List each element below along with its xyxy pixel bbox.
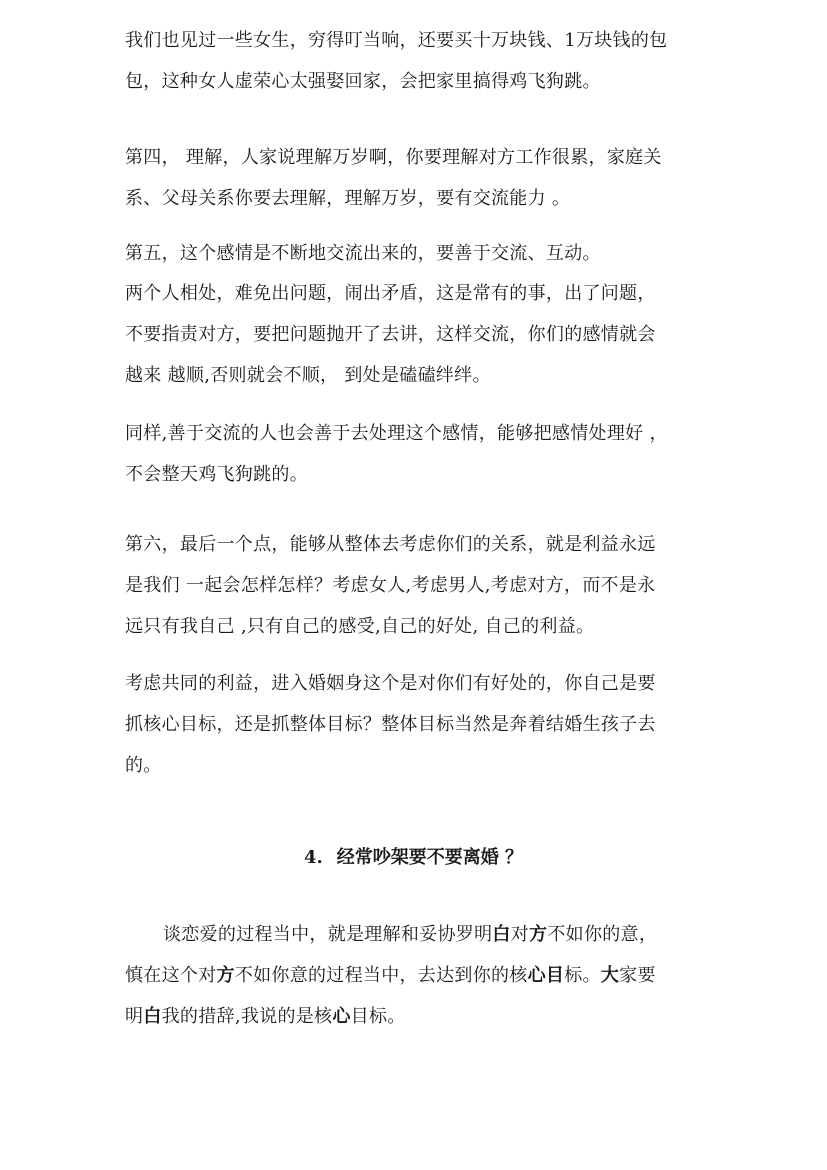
paragraph-line: 第四， 理解，人家说理解万岁啊，你要理解对方工作很累，家庭关: [125, 147, 662, 168]
text-run: 不如你意的过程当中，去达到你的核: [234, 965, 528, 986]
paragraph-core-goal: [125, 914, 705, 1037]
text-run-bold: 大: [600, 965, 620, 986]
paragraph-line: [125, 955, 705, 996]
text-run: 目标。: [350, 1006, 406, 1027]
text-run: 不如你的意，: [547, 924, 658, 945]
paragraph-line: 不会整天鸡飞狗跳的。: [125, 464, 308, 485]
paragraph-line: 抓核心目标，还是抓整体目标？整体目标当然是奔着结婚生孩子去: [125, 714, 656, 735]
paragraph-line: [125, 996, 705, 1037]
paragraph-vanity: [125, 20, 705, 102]
text-run: 标。: [564, 965, 601, 986]
paragraph-sixth-whole: [125, 524, 705, 647]
paragraph-line: 系、父母关系你要去理解，理解万岁，要有交流能力 。: [125, 188, 571, 209]
paragraph-line: 同样,善于交流的人也会善于去处理这个感情，能够把感情处理好 ，: [125, 423, 668, 444]
text-run-bold: 方: [216, 965, 235, 986]
section-number: 4.: [303, 847, 323, 868]
paragraph-fourth-understanding: [125, 137, 705, 219]
paragraph-line: 的。: [125, 755, 162, 776]
paragraph-fifth-communication: [125, 235, 705, 396]
text-run: 对: [510, 924, 530, 945]
text-run: 谈恋爱的过程当中，就是理解和妥协罗明: [163, 924, 493, 945]
paragraph-line: 越来 越顺,否则就会不顺， 到处是磕磕绊绊。: [125, 365, 491, 386]
section-title: 经常吵架要不要离婚 ？: [336, 847, 524, 868]
text-run-bold: 白: [492, 924, 511, 945]
text-run: 我的措辞,我说的是核: [161, 1006, 333, 1027]
text-run-bold: 心: [332, 1006, 351, 1027]
paragraph-line: [125, 914, 705, 955]
paragraph-line: 第六，最后一个点，能够从整体去考虑你们的关系，就是利益永远: [125, 534, 656, 555]
text-run-bold: 白: [143, 1006, 162, 1027]
text-run-bold: 方: [529, 924, 548, 945]
section-heading: [0, 843, 827, 873]
text-run-bold: 心目: [527, 965, 565, 986]
paragraph-line: 我们也见过一些女生，穷得叮当响，还要买十万块钱、1万块钱的包: [125, 30, 668, 51]
paragraph-common-interest: [125, 663, 705, 786]
paragraph-line: 包，这种女人虚荣心太强娶回家，会把家里搞得鸡飞狗跳。: [125, 71, 601, 92]
paragraph-line: 两个人相处，难免出问题，闹出矛盾，这是常有的事，出了问题，: [125, 283, 656, 304]
paragraph-handling-feelings: [125, 413, 705, 495]
paragraph-line: 是我们 一起会怎样怎样？考虑女人,考虑男人,考虑对方，而不是永: [125, 575, 656, 596]
paragraph-line: 第五，这个感情是不断地交流出来的，要善于交流、互动。: [125, 243, 601, 264]
text-run: 家要: [619, 965, 656, 986]
text-run: 慎在这个对: [125, 965, 217, 986]
paragraph-line: 考虑共同的利益，进入婚姻身这个是对你们有好处的，你自己是要: [125, 673, 656, 694]
text-run: 明: [125, 1006, 144, 1027]
paragraph-line: 不要指责对方，要把问题抛开了去讲，这样交流，你们的感情就会: [125, 324, 656, 345]
paragraph-line: 远只有我自己 ,只有自己的感受,自己的好处, 自己的利益。: [125, 616, 595, 637]
